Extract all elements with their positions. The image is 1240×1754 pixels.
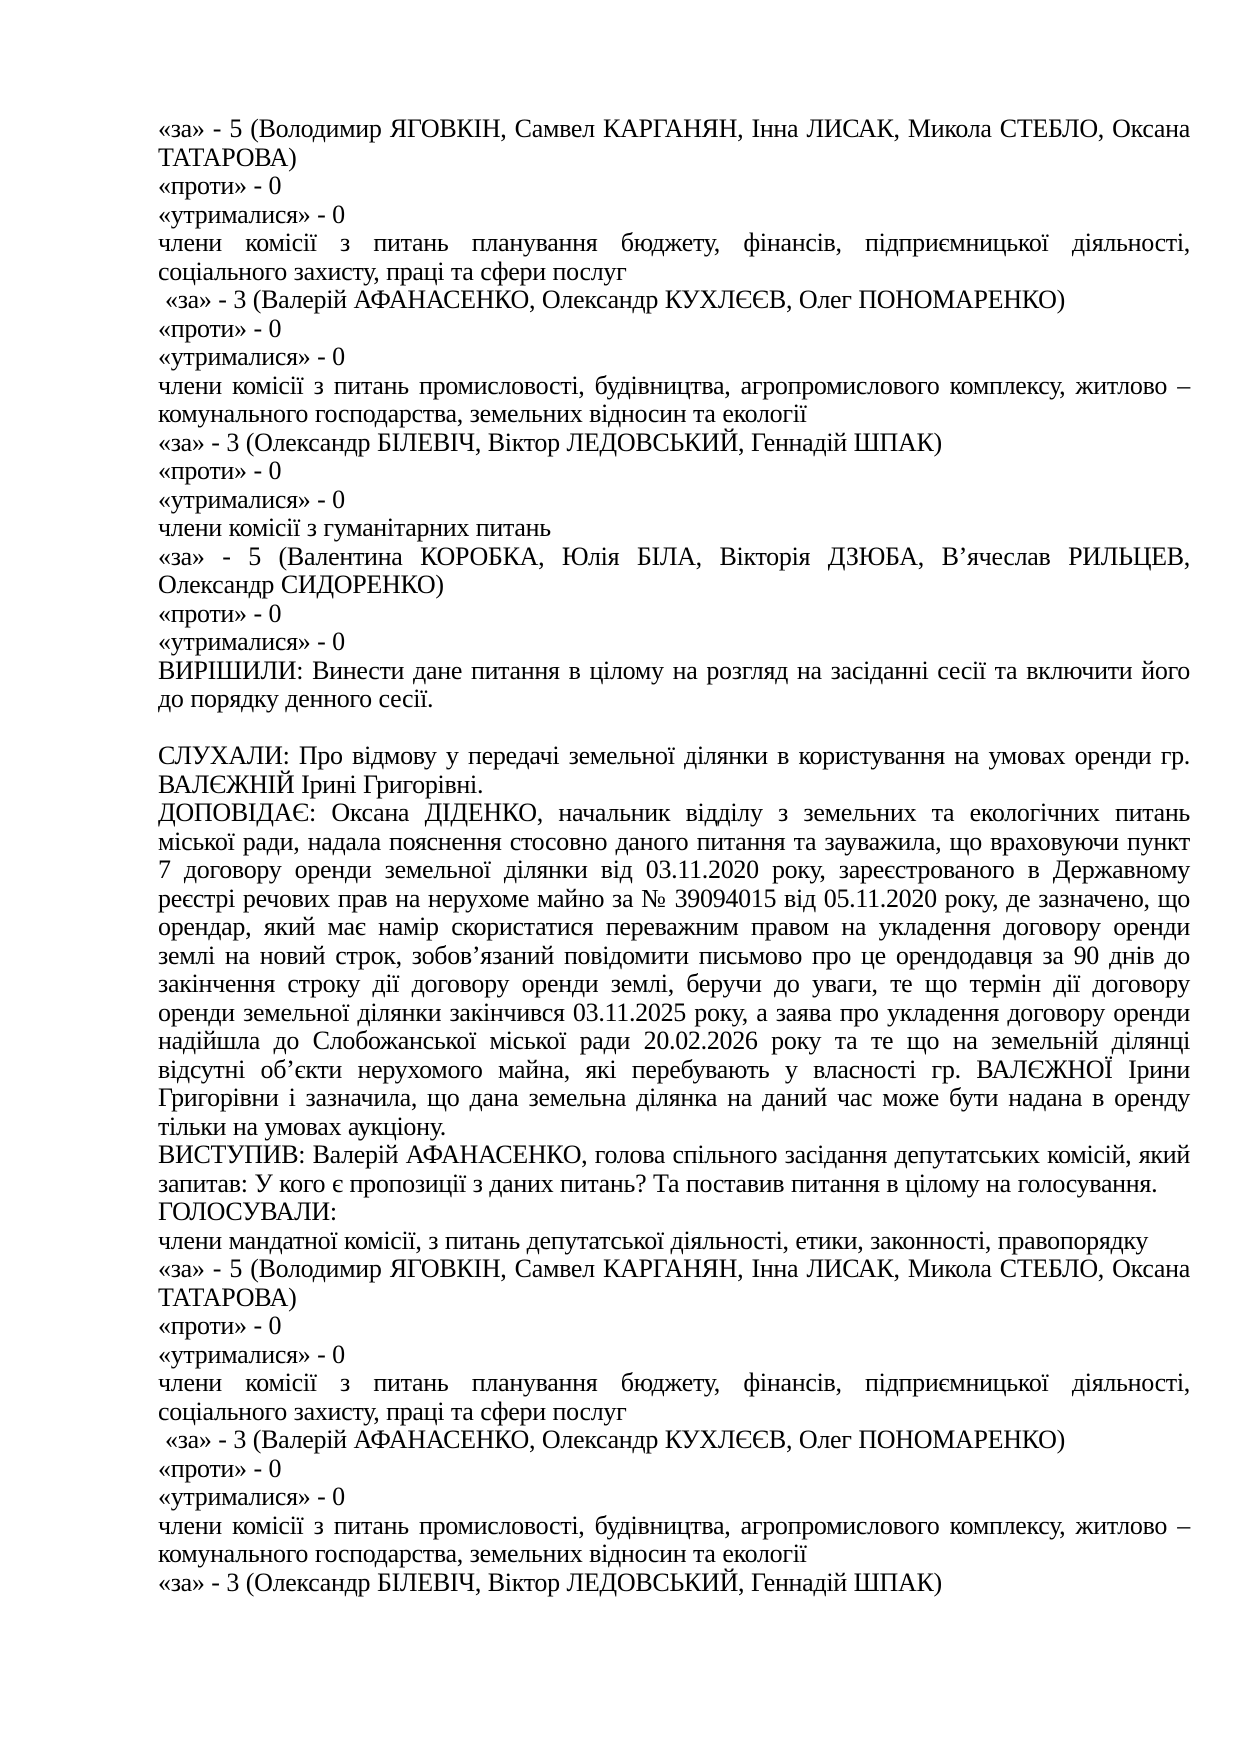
vote-za-budget-commission: «за» - 3 (Валерій АФАНАСЕНКО, Олександр КУХЛЄЄВ, Олег ПОНОМАРЕНКО) — [165, 1425, 1065, 1454]
commission-industry-label: члени комісії з питань промисловості, будівництва, агропромислового комплексу, житлово – комунального господарства, земельних відносин та екології — [158, 1510, 1190, 1568]
vote-against-line: «проти» - 0 — [158, 598, 282, 628]
commission-industry-label: члени комісії з питань промисловості, будівництва, агропромислового комплексу, житлово – комунального господарства, земельних відносин та екології — [158, 370, 1190, 428]
vote-against-line: «проти» - 0 — [158, 456, 282, 485]
vote-abstained-line: «утрималися» - 0 — [158, 1339, 345, 1369]
speech-vystupyv-paragraph: ВИСТУПИВ: Валерій АФАНАСЕНКО, голова спільного засідання депутатських комісій, який запитав: У кого є пропозиції з даних питань? Та поставив питання в цілому на голосування. — [158, 1140, 1190, 1198]
commission-budget-planning-label: члени комісії з питань планування бюджету, фінансів, підприємницької діяльності, соціального захисту, праці та сфери послуг — [158, 228, 1190, 286]
commission-mandate-label: члени мандатної комісії, з питань депутатської діяльності, етики, законності, правопорядку — [158, 1225, 1149, 1255]
vote-za-mandate-commission: «за» - 5 (Володимир ЯГОВКІН, Самвел КАРГАНЯН, Інна ЛИСАК, Микола СТЕБЛО, Оксана ТАТАРОВА) — [158, 1254, 1190, 1312]
vote-against-line: «проти» - 0 — [158, 313, 282, 343]
vote-za-industry-commission: «за» - 3 (Олександр БІЛЕВІЧ, Віктор ЛЕДОВСЬКИЙ, Геннадій ШПАК) — [158, 427, 942, 457]
agenda-slukhaly-paragraph: СЛУХАЛИ: Про відмову у передачі земельної ділянки в користування на умовах оренди гр. ВАЛЄЖНІЙ Ірині Григорівні. — [158, 741, 1190, 799]
vote-against-line: «проти» - 0 — [158, 1311, 282, 1340]
vote-abstained-line: «утрималися» - 0 — [158, 627, 345, 656]
vote-abstained-line: «утрималися» - 0 — [158, 199, 345, 229]
blank-line — [158, 714, 1190, 743]
vote-abstained-line: «утрималися» - 0 — [158, 1482, 345, 1511]
vote-za-mandate-commission: «за» - 5 (Володимир ЯГОВКІН, Самвел КАРГАНЯН, Інна ЛИСАК, Микола СТЕБЛО, Оксана ТАТАРОВА) — [158, 114, 1190, 172]
commission-humanitarian-label: члени комісії з гуманітарних питань — [158, 513, 551, 542]
voting-holosuvaly-heading: ГОЛОСУВАЛИ: — [158, 1197, 337, 1226]
vote-abstained-line: «утрималися» - 0 — [158, 342, 345, 371]
vote-against-line: «проти» - 0 — [158, 171, 282, 200]
vote-za-budget-commission: «за» - 3 (Валерій АФАНАСЕНКО, Олександр КУХЛЄЄВ, Олег ПОНОМАРЕНКО) — [165, 285, 1065, 314]
vote-za-industry-commission: «за» - 3 (Олександр БІЛЕВІЧ, Віктор ЛЕДОВСЬКИЙ, Геннадій ШПАК) — [158, 1567, 942, 1597]
vote-abstained-line: «утрималися» - 0 — [158, 484, 345, 514]
report-dopovidaye-paragraph: ДОПОВІДАЄ: Оксана ДІДЕНКО, начальник відділу з земельних та екологічних питань міської ради, надала пояснення стосовно даного питання та зауважила, що враховуючи пункт 7 договору оренди земельної ділянки від 03.11.2020 року, зареєстрованого в Державному реєстрі речових прав на нерухоме майно за № 39094015 від 05.11.2020 року, де зазначено, що орендар, який має намір скористатися переважним правом на укладення договору оренди землі на новий строк, зобов’язаний повідомити письмово про це орендодавця за 90 днів до закінчення строку дії договору оренди землі, беручи до уваги, те що термін дії договору оренди земельної ділянки закінчився 03.11.2025 року, а заява про укладення договору оренди надійшла до Слобожанської міської ради 20.02.2026 року та те що на земельній ділянці відсутні об’єкти нерухомого майна, які перебувають у власності гр. ВАЛЄЖНОЇ Ірини Григорівни і зазначила, що дана земельна ділянка на даний час може бути надана в оренду тільки на умовах аукціону. — [158, 798, 1190, 1141]
vote-against-line: «проти» - 0 — [158, 1453, 282, 1483]
vote-za-humanitarian-commission: «за» - 5 (Валентина КОРОБКА, Юлія БІЛА, Вікторія ДЗЮБА, В’ячеслав РИЛЬЦЕВ, Олександр СИДОРЕНКО) — [158, 541, 1190, 599]
decision-vyrishyly-paragraph: ВИРІШИЛИ: Винести дане питання в цілому на розгляд на засіданні сесії та включити його до порядку денного сесії. — [158, 655, 1190, 713]
commission-budget-planning-label: члени комісії з питань планування бюджету, фінансів, підприємницької діяльності, соціального захисту, праці та сфери послуг — [158, 1368, 1190, 1426]
